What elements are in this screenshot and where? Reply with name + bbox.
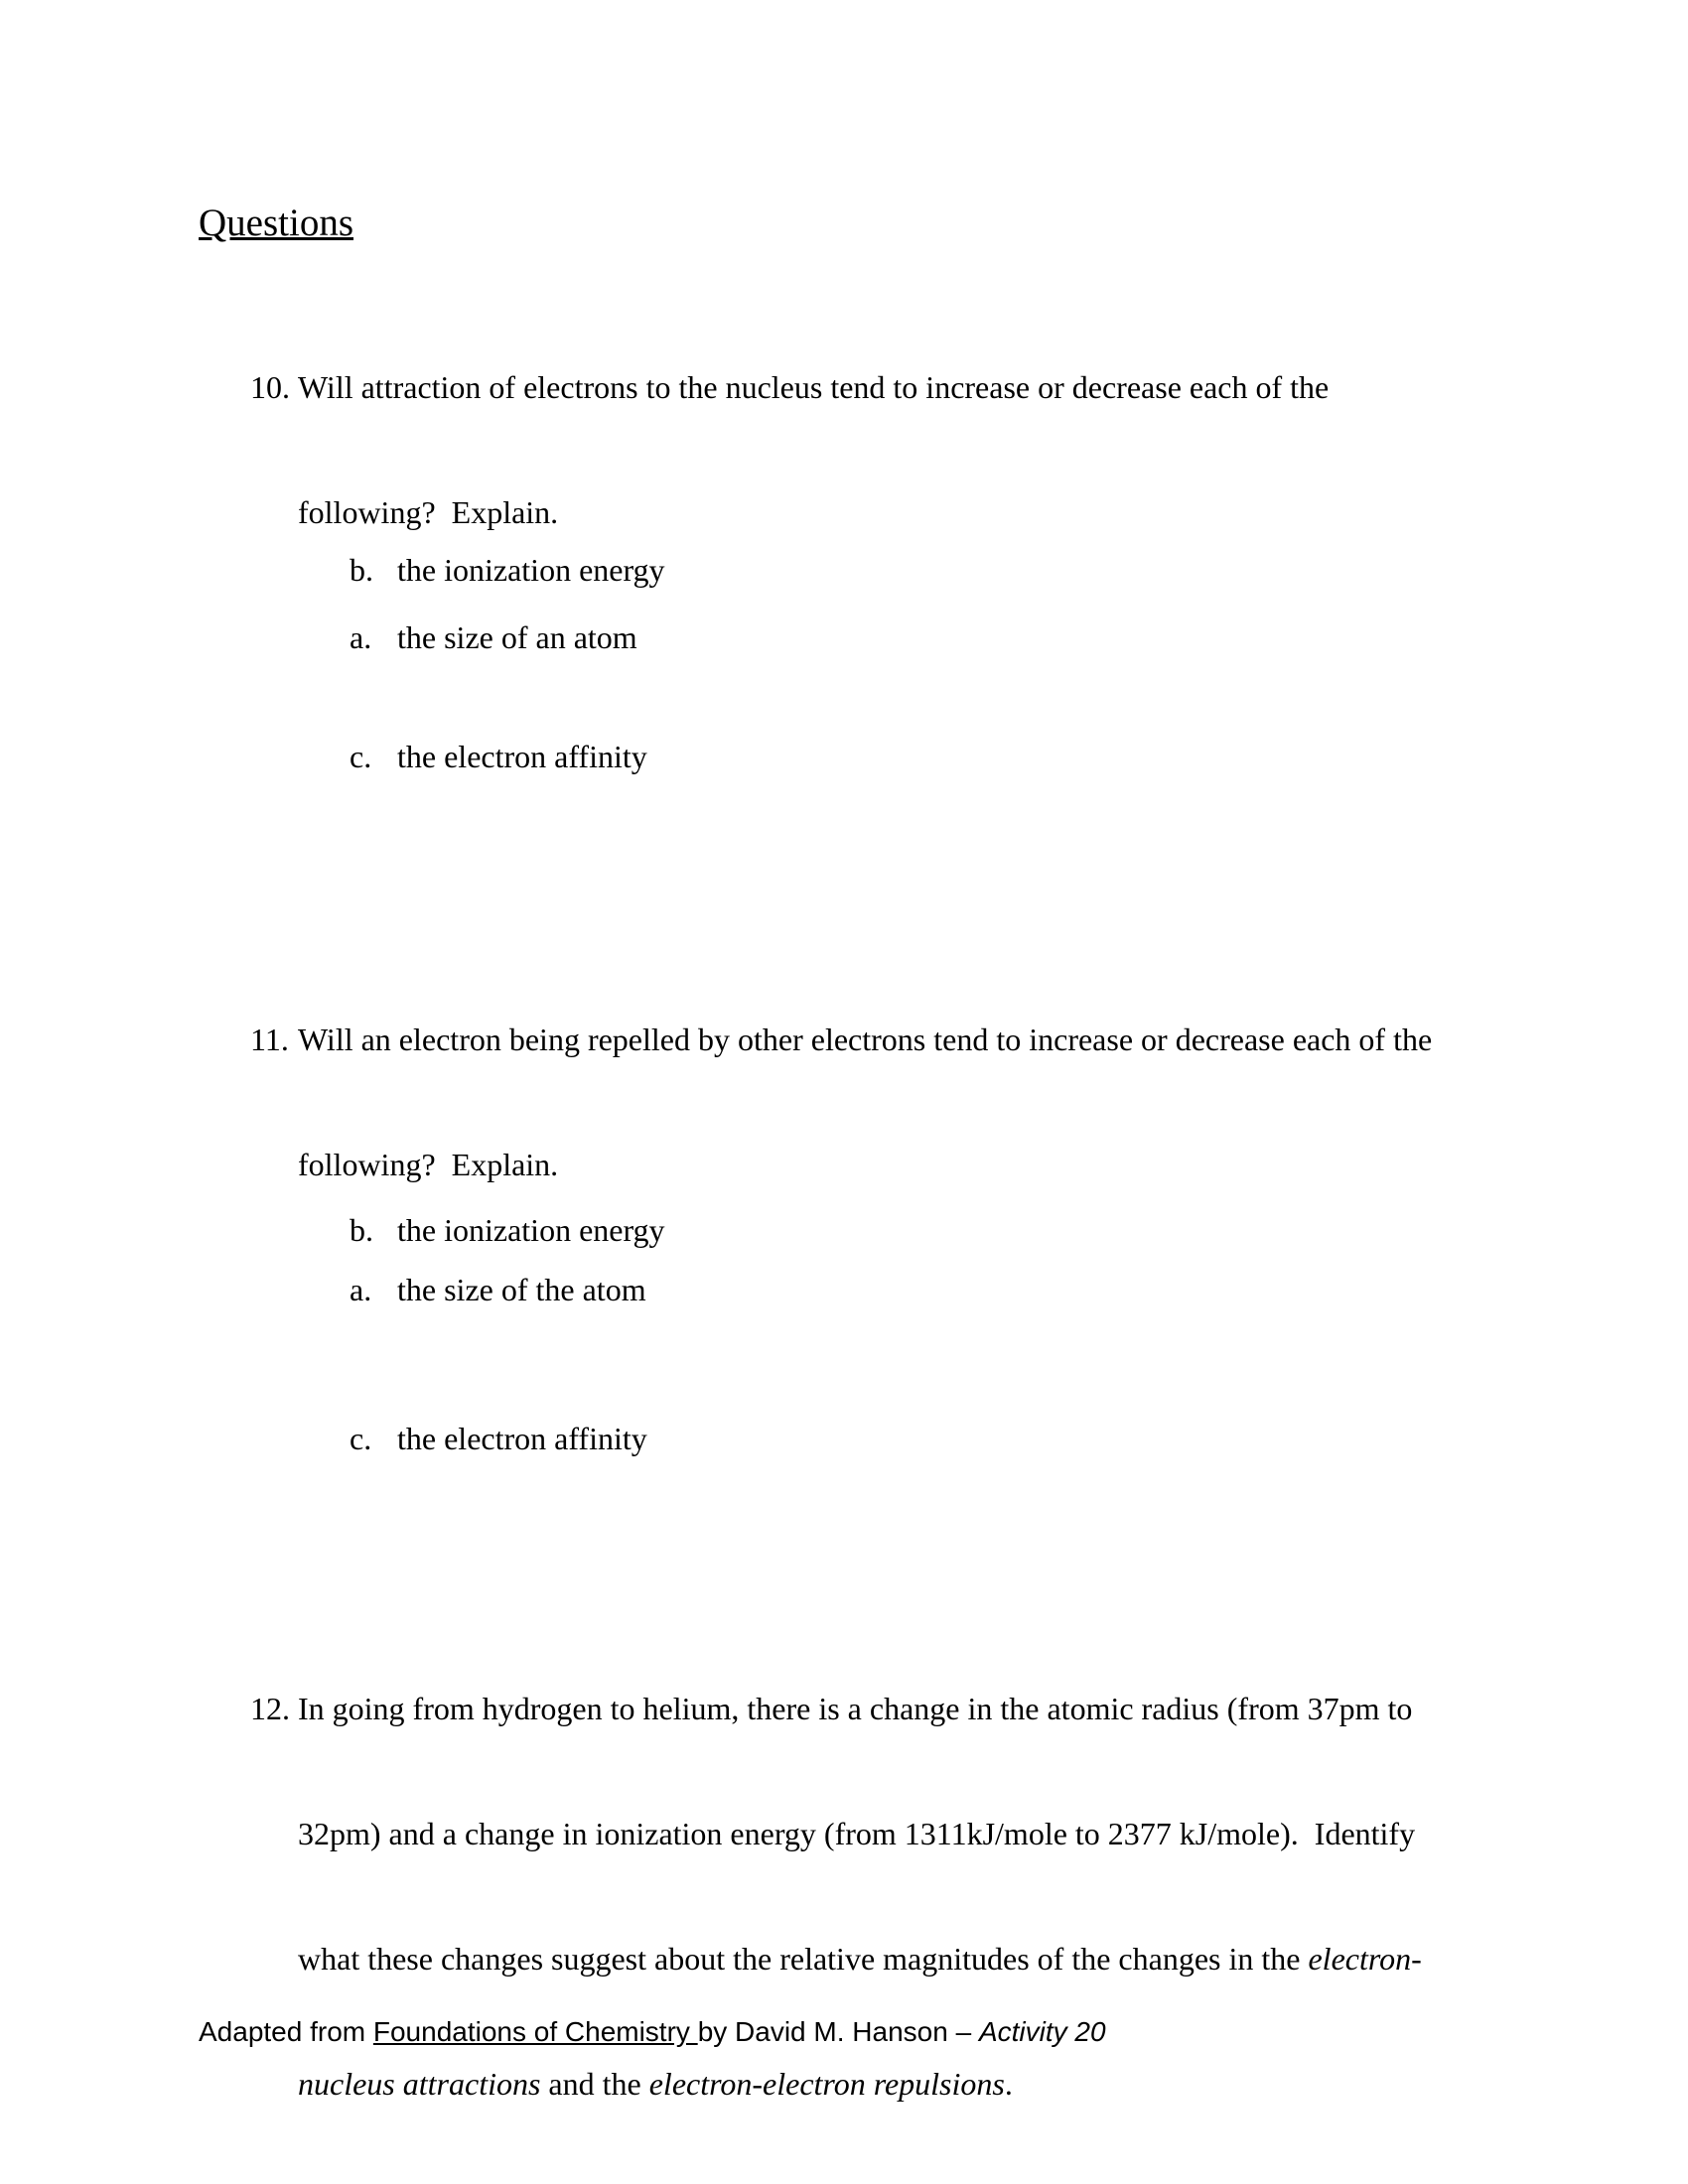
footer-attribution: [199, 2013, 1106, 2051]
question-12-line-3-normal: what these changes suggest about the relative magnitudes of the changes in the: [298, 1941, 1309, 1977]
question-12-line-1: [250, 1688, 1422, 1729]
subitem-b-text: the ionization energy: [397, 1212, 665, 1248]
subitem-b-letter: b.: [350, 552, 373, 588]
question-12: [250, 1604, 1422, 2184]
question-11-line-1: [250, 1019, 1432, 1060]
question-10: [250, 283, 1329, 742]
question-12-text: In going from hydrogen to helium, there is a change in the atomic radius (from 37pm to: [298, 1691, 1413, 1726]
question-11-subitem-b: [350, 1209, 665, 1251]
footer-middle: by David M. Hanson –: [697, 2016, 979, 2047]
footer-activity-label: Activity 20: [978, 2016, 1106, 2047]
subitem-b-text: the ionization energy: [397, 552, 665, 588]
subitem-a-letter: a.: [350, 619, 372, 655]
question-12-line-3: [250, 1938, 1422, 1979]
question-12-line-4-period: .: [1004, 2066, 1013, 2102]
question-10-text: Will attraction of electrons to the nucleus tend to increase or decrease each of the: [298, 369, 1330, 405]
subitem-a-text: the size of an atom: [397, 619, 637, 655]
question-11: [250, 935, 1432, 1394]
subitem-c-text: the electron affinity: [397, 1421, 647, 1456]
subitem-a-text: the size of the atom: [397, 1272, 646, 1307]
question-12-line-2: 32pm) and a change in ionization energy (from 1311kJ/mole to 2377 kJ/mole). Identify: [298, 1816, 1416, 1851]
question-11-subitem-a: [250, 1269, 1432, 1310]
question-12-line-4: [250, 2063, 1422, 2105]
question-12-number: 12.: [250, 1691, 290, 1726]
question-11-text: Will an electron being repelled by other electrons tend to increase or decrease each of the: [298, 1022, 1433, 1057]
subitem-c-letter: c.: [350, 1421, 372, 1456]
question-12-italic-term-1: nucleus attractions: [298, 2066, 541, 2102]
question-12-line-3-italic: electron-: [1308, 1941, 1422, 1977]
question-11-line-2: following? Explain.: [298, 1147, 559, 1182]
question-10-subitem-a: [250, 616, 1329, 658]
subitem-b-letter: b.: [350, 1212, 373, 1248]
question-10-line-2: following? Explain.: [298, 494, 559, 530]
question-12-italic-term-2: electron-electron repulsions: [648, 2066, 1005, 2102]
question-10-number: 10.: [250, 369, 290, 405]
page-title: Questions: [199, 202, 353, 244]
question-10-subitem-c: [350, 736, 647, 777]
question-11-number: 11.: [250, 1022, 289, 1057]
footer-book-title: Foundations of Chemistry: [372, 2016, 698, 2047]
question-10-line-1: [250, 366, 1329, 408]
subitem-c-letter: c.: [350, 739, 372, 774]
question-10-subitem-b: [350, 549, 665, 591]
subitem-c-text: the electron affinity: [397, 739, 647, 774]
question-12-line-4-normal: and the: [540, 2066, 649, 2102]
question-11-subitem-c: [350, 1418, 647, 1459]
subitem-a-letter: a.: [350, 1272, 372, 1307]
footer-prefix: Adapted from: [199, 2016, 373, 2047]
